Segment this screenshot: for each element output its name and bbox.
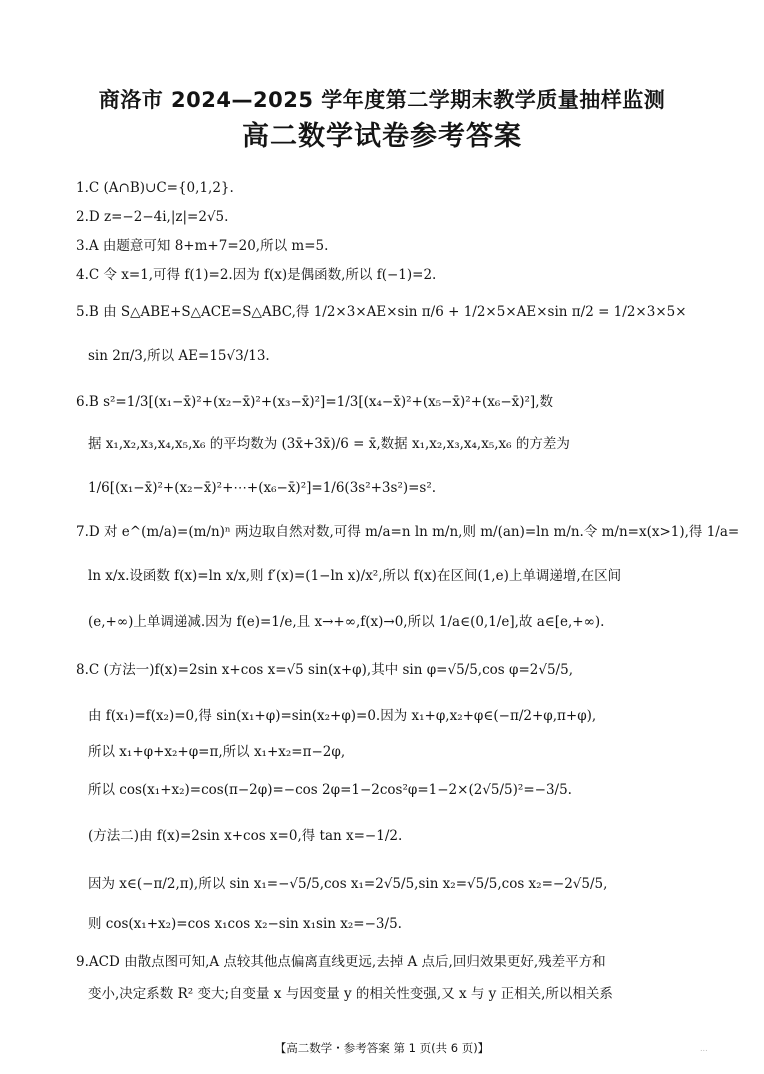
answer-line: 所以 cos(x₁+x₂)=cos(π−2φ)=−cos 2φ=1−2cos²φ=1−2×(2√5/5)²=−3/5.	[88, 782, 572, 798]
answer-line: ln x/x.设函数 f(x)=ln x/x,则 f′(x)=(1−ln x)/x²,所以 f(x)在区间(1,e)上单调递增,在区间	[88, 568, 622, 584]
answer-line: 7.D 对 e^(m/a)=(m/n)ⁿ 两边取自然对数,可得 m/a=n ln m/n,则 m/(an)=ln m/n.令 m/n=x(x>1),得 1/a=	[76, 524, 740, 540]
answer-line: 1.C (A∩B)∪C={0,1,2}.	[76, 180, 234, 196]
page-footer: 【高二数学・参考答案 第 1 页(共 6 页)】	[274, 1041, 490, 1055]
answer-line: 据 x₁,x₂,x₃,x₄,x₅,x₆ 的平均数为 (3x̄+3x̄)/6 = x̄,数据 x₁,x₂,x₃,x₄,x₅,x₆ 的方差为	[88, 436, 570, 452]
answer-line: 则 cos(x₁+x₂)=cos x₁cos x₂−sin x₁sin x₂=−3/5.	[88, 916, 402, 932]
corner-mark: ...	[700, 1044, 708, 1053]
exam-title: 商洛市 2024—2025 学年度第二学期末教学质量抽样监测	[98, 88, 666, 112]
answer-line: 5.B 由 S△ABE+S△ACE=S△ABC,得 1/2×3×AE×sin π/6 + 1/2×5×AE×sin π/2 = 1/2×3×5×	[76, 304, 687, 320]
answer-line: 6.B s²=1/3[(x₁−x̄)²+(x₂−x̄)²+(x₃−x̄)²]=1/3[(x₄−x̄)²+(x₅−x̄)²+(x₆−x̄)²],数	[76, 394, 553, 410]
answer-line: (方法二)由 f(x)=2sin x+cos x=0,得 tan x=−1/2.	[88, 828, 403, 844]
answer-line: 因为 x∈(−π/2,π),所以 sin x₁=−√5/5,cos x₁=2√5/5,sin x₂=√5/5,cos x₂=−2√5/5,	[88, 876, 608, 892]
answer-line: sin 2π/3,所以 AE=15√3/13.	[88, 348, 270, 364]
answer-key-title: 高二数学试卷参考答案	[242, 121, 522, 152]
answer-line: (e,+∞)上单调递减.因为 f(e)=1/e,且 x→+∞,f(x)→0,所以 1/a∈(0,1/e],故 a∈[e,+∞).	[88, 614, 605, 630]
answer-line: 4.C 令 x=1,可得 f(1)=2.因为 f(x)是偶函数,所以 f(−1)=2.	[76, 267, 437, 283]
answer-line: 1/6[(x₁−x̄)²+(x₂−x̄)²+⋯+(x₆−x̄)²]=1/6(3s²+3s²)=s².	[88, 480, 437, 496]
answer-line: 3.A 由题意可知 8+m+7=20,所以 m=5.	[76, 238, 329, 254]
answer-line: 2.D z=−2−4i,|z|=2√5.	[76, 209, 229, 225]
answer-line: 由 f(x₁)=f(x₂)=0,得 sin(x₁+φ)=sin(x₂+φ)=0.因为 x₁+φ,x₂+φ∈(−π/2+φ,π+φ),	[88, 708, 597, 724]
answer-line: 变小,决定系数 R² 变大;自变量 x 与因变量 y 的相关性变强,又 x 与 y 正相关,所以相关系	[88, 986, 613, 1002]
answer-line: 9.ACD 由散点图可知,A 点较其他点偏离直线更远,去掉 A 点后,回归效果更好,残差平方和	[76, 954, 606, 970]
answer-line: 8.C (方法一)f(x)=2sin x+cos x=√5 sin(x+φ),其中 sin φ=√5/5,cos φ=2√5/5,	[76, 662, 573, 678]
answer-line: 所以 x₁+φ+x₂+φ=π,所以 x₁+x₂=π−2φ,	[88, 744, 346, 760]
